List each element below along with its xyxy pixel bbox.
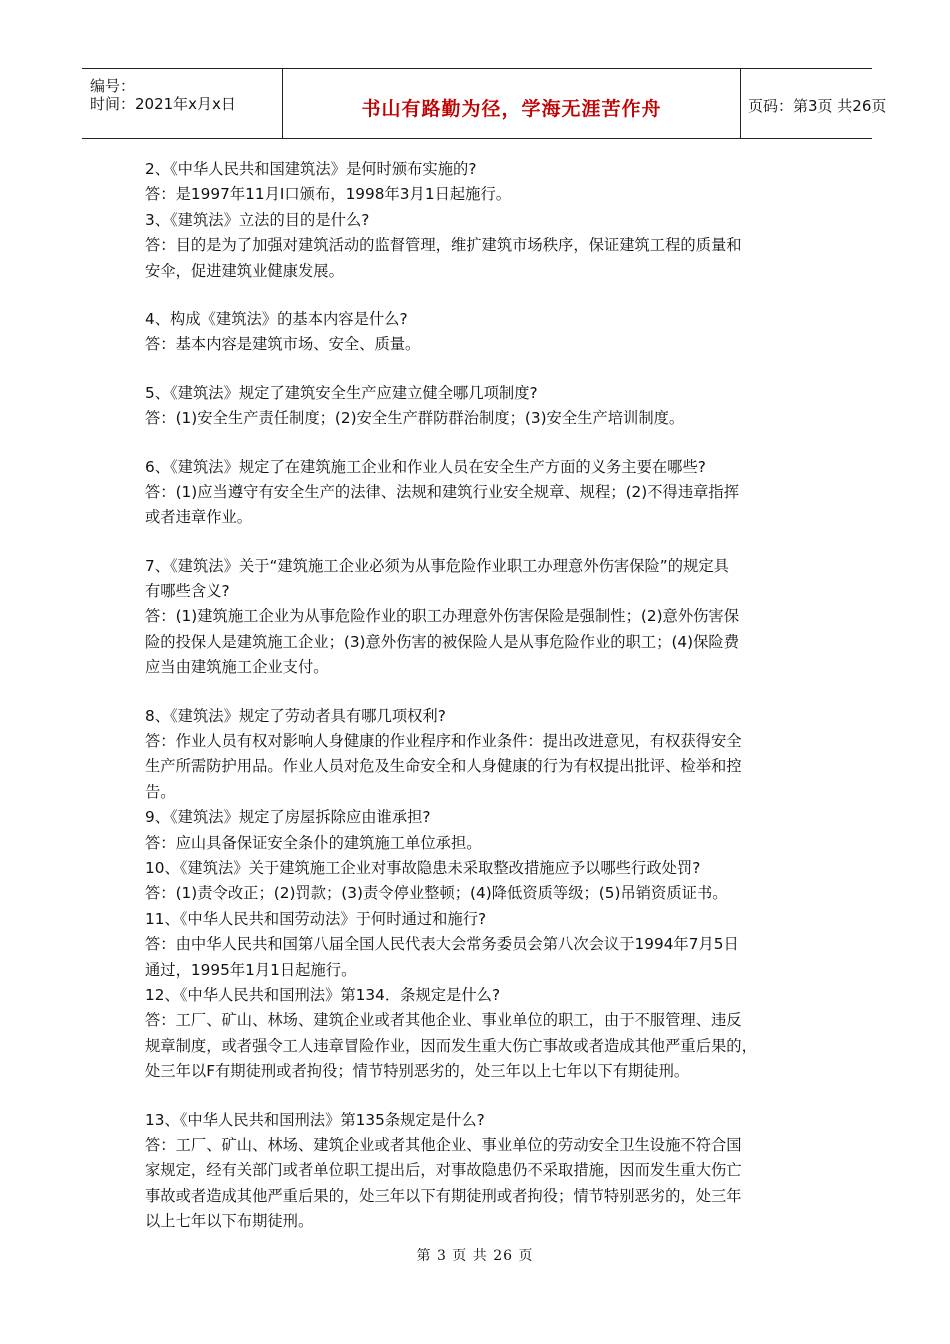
text-line: 规章制度，或者强令工人违章冒险作业，因而发生重大伤亡事故或者造成其他严重后果的， [145, 1036, 757, 1055]
text-line: 2、《中华人民共和国建筑法》是何时颁布实施的? [145, 160, 477, 178]
qa-block [145, 381, 825, 432]
text-line: 12、《中华人民共和国刑法》第134．条规定是什么? [145, 985, 501, 1004]
text-line: 答：由中华人民共和国第八届全国人民代表大会常务委员会第八次会议于1994年7月5日 [145, 935, 739, 954]
text-line: 答：目的是为了加强对建筑活动的监督管理，维扩建筑市场秩序，保证建筑工程的质量和 [145, 236, 742, 255]
text-line: 安伞，促进建筑业健康发展。 [145, 261, 344, 280]
text-line: 7、《建筑法》关于“建筑施工企业必须为从事危险作业职工办理意外伤害保险”的规定具 [145, 556, 729, 575]
text-line: 答：应山具备保证安全条仆的建筑施工单位承担。 [145, 833, 482, 852]
text-line: 答：工厂、矿山、林场、建筑企业或者其他企业、事业单位的劳动安全卫生设施不符合国 [145, 1135, 742, 1154]
paragraph-gap [145, 531, 825, 554]
text-line: 险的投保人是建筑施工企业；(3)意外伤害的被保险人是从事危险作业的职工；(4)保险费 [145, 632, 740, 651]
qa-block [145, 554, 825, 681]
text-line: 事故或者造成其他严重后果的，处三年以下有期徒刑或者拘役；情节特别恶劣的，处三年 [145, 1186, 742, 1205]
text-line: 3、《建筑法》立法的目的是什么? [145, 210, 370, 229]
text-line: 6、《建筑法》规定了在建筑施工企业和作业人员在安全生产方面的义务主要在哪些? [145, 457, 706, 476]
time-label: 时间：2021年x月x日 [90, 95, 236, 113]
text-line: 有哪些含义? [145, 582, 230, 601]
header-page-cell [740, 69, 887, 138]
text-line: 告。 [145, 782, 176, 801]
header-motto-cell [282, 69, 741, 138]
text-line: 应当由建筑施工企业支付。 [145, 658, 329, 677]
text-line: 5、《建筑法》规定了建筑安全生产应建立健全哪几项制度? [145, 383, 538, 402]
text-line: 10、《建筑法》关于建筑施工企业对事故隐患未采取整改措施应予以哪些行政处罚? [145, 858, 701, 877]
qa-block [145, 307, 825, 358]
page-info: 页码：第3页 共26页 [748, 97, 887, 115]
text-line: 答：是1997年11月I口颁布，1998年3月1日起施行。 [145, 185, 512, 204]
text-line: 答：(1)责令改正；(2)罚款；(3)责令停业整顿；(4)降低资质等级；(5)吊销资质证书。 [145, 884, 728, 903]
text-line: 13、《中华人民共和国刑法》第135条规定是什么? [145, 1110, 485, 1129]
text-line: 家规定，经有关部门或者单位职工提出后，对事故隐患仍不采取措施，因而发生重大伤亡 [145, 1161, 742, 1180]
text-line: 或者违章作业。 [145, 508, 253, 527]
text-line: 11、《中华人民共和国劳动法》于何时通过和施行? [145, 909, 487, 928]
paragraph-gap [145, 432, 825, 455]
header-meta-cell [82, 69, 282, 138]
text-line: 9、《建筑法》规定了房屋拆除应由谁承担? [145, 808, 431, 827]
text-line: 通过，1995年1月1日起施行。 [145, 960, 357, 979]
paragraph-gap [145, 1085, 825, 1108]
text-line: 以上七年以下布期徒刑。 [145, 1212, 314, 1231]
motto: 书山有路勤为径，学海无涯苦作舟 [361, 98, 662, 120]
qa-block [145, 704, 825, 1085]
qa-block [145, 157, 825, 208]
document-header [82, 68, 887, 139]
text-line: 答：(1)建筑施工企业为从事危险作业的职工办理意外伤害保险是强制性；(2)意外伤害保 [145, 607, 740, 626]
document-body [145, 157, 825, 1234]
text-line: 4、构成《建筑法》的基本内容是什么? [145, 309, 408, 328]
text-line: 8、《建筑法》规定了劳动者具有哪几项权利? [145, 706, 446, 725]
number-label: 编号： [90, 77, 136, 95]
qa-block [145, 208, 825, 284]
page-footer: 第 3 页 共 26 页 [416, 1248, 534, 1264]
paragraph-gap [145, 284, 825, 307]
paragraph-gap [145, 358, 825, 381]
text-line: 答：基本内容是建筑市场、安全、质量。 [145, 335, 421, 354]
text-line: 处三年以F有期徒刑或者拘役；情节特别恶劣的，处三年以上七年以下有期徒刑。 [145, 1062, 690, 1081]
text-line: 生产所需防护用品。作业人员对危及生命安全和人身健康的行为有权提出批评、检举和控 [145, 757, 742, 776]
text-line: 答：工厂、矿山、林场、建筑企业或者其他企业、事业单位的职工，由于不服管理、违反 [145, 1011, 742, 1030]
paragraph-gap [145, 681, 825, 704]
text-line: 答：(1)应当遵守有安全生产的法律、法规和建筑行业安全规章、规程；(2)不得违章指挥 [145, 482, 740, 501]
qa-block [145, 1108, 825, 1235]
text-line: 答：作业人员有权对影响人身健康的作业程序和作业条件：提出改进意见，有权获得安全 [145, 732, 742, 751]
qa-block [145, 455, 825, 531]
text-line: 答：(1)安全生产责任制度；(2)安全生产群防群治制度；(3)安全生产培训制度。 [145, 409, 685, 428]
